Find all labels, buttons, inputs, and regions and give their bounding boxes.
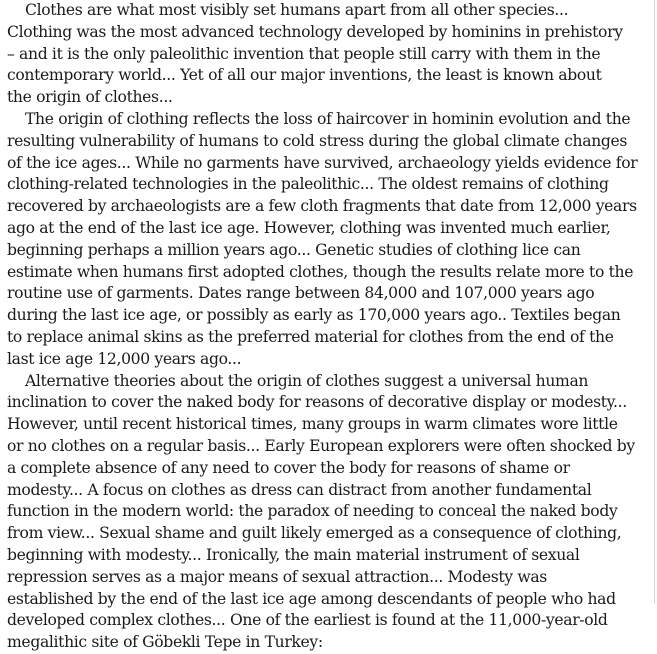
paragraph-3 bbox=[7, 371, 655, 654]
text-line: developed complex clothes... One of the earliest is found at the 11,000-year-old bbox=[7, 611, 608, 630]
text-line: ago at the end of the last ice age. However, clothing was invented much earlier, bbox=[7, 218, 611, 237]
text-line: Alternative theories about the origin of clothes suggest a universal human bbox=[25, 371, 589, 390]
paragraph-2 bbox=[7, 109, 655, 371]
document-page bbox=[7, 0, 655, 652]
text-line: during the last ice age, or possibly as early as 170,000 years ago.. Textiles began bbox=[7, 306, 621, 325]
text-line: modesty... A focus on clothes as dress can distract from another fundamental bbox=[7, 480, 592, 499]
text-line: recovered by archaeologists are a few cloth fragments that date from 12,000 years bbox=[7, 197, 637, 216]
paragraph-1 bbox=[7, 0, 655, 109]
text-line: from view... Sexual shame and guilt likely emerged as a consequence of clothing, bbox=[7, 524, 622, 543]
text-line: Clothing was the most advanced technology developed by hominins in prehistory bbox=[7, 22, 623, 41]
text-line: contemporary world... Yet of all our major inventions, the least is known about bbox=[7, 66, 602, 85]
text-line: clothing-related technologies in the paleolithic... The oldest remains of clothing bbox=[7, 175, 609, 194]
text-line: function in the modern world: the paradox of needing to conceal the naked body bbox=[7, 502, 618, 521]
page-edge-divider bbox=[654, 0, 655, 604]
text-line: established by the end of the last ice age among descendants of people who had bbox=[7, 589, 616, 608]
text-line: inclination to cover the naked body for reasons of decorative display or modesty... bbox=[7, 393, 627, 412]
text-line: estimate when humans first adopted clothes, though the results relate more to the bbox=[7, 262, 634, 281]
text-line: megalithic site of Göbekli Tepe in Turkey: bbox=[7, 633, 323, 652]
text-line: The origin of clothing reflects the loss of haircover in hominin evolution and the bbox=[25, 109, 631, 128]
text-line: to replace animal skins as the preferred material for clothes from the end of the bbox=[7, 327, 614, 346]
text-line: beginning with modesty... Ironically, the main material instrument of sexual bbox=[7, 545, 580, 564]
text-line: resulting vulnerability of humans to cold stress during the global climate changes bbox=[7, 131, 628, 150]
text-line: However, until recent historical times, many groups in warm climates wore little bbox=[7, 415, 618, 434]
text-line: Clothes are what most visibly set humans apart from all other species... bbox=[25, 1, 569, 19]
text-line: last ice age 12,000 years ago... bbox=[7, 349, 242, 368]
text-line: routine use of garments. Dates range between 84,000 and 107,000 years ago bbox=[7, 284, 595, 303]
text-line: – and it is the only paleolithic invention that people still carry with them in the bbox=[7, 44, 601, 63]
text-line: or no clothes on a regular basis... Early European explorers were often shocked by bbox=[7, 436, 635, 455]
text-line: the origin of clothes... bbox=[7, 88, 173, 107]
text-line: a complete absence of any need to cover the body for reasons of shame or bbox=[7, 458, 570, 477]
text-line: of the ice ages... While no garments have survived, archaeology yields evidence for bbox=[7, 153, 638, 172]
text-line: beginning perhaps a million years ago... Genetic studies of clothing lice can bbox=[7, 240, 581, 259]
text-line: repression serves as a major means of sexual attraction... Modesty was bbox=[7, 567, 547, 586]
